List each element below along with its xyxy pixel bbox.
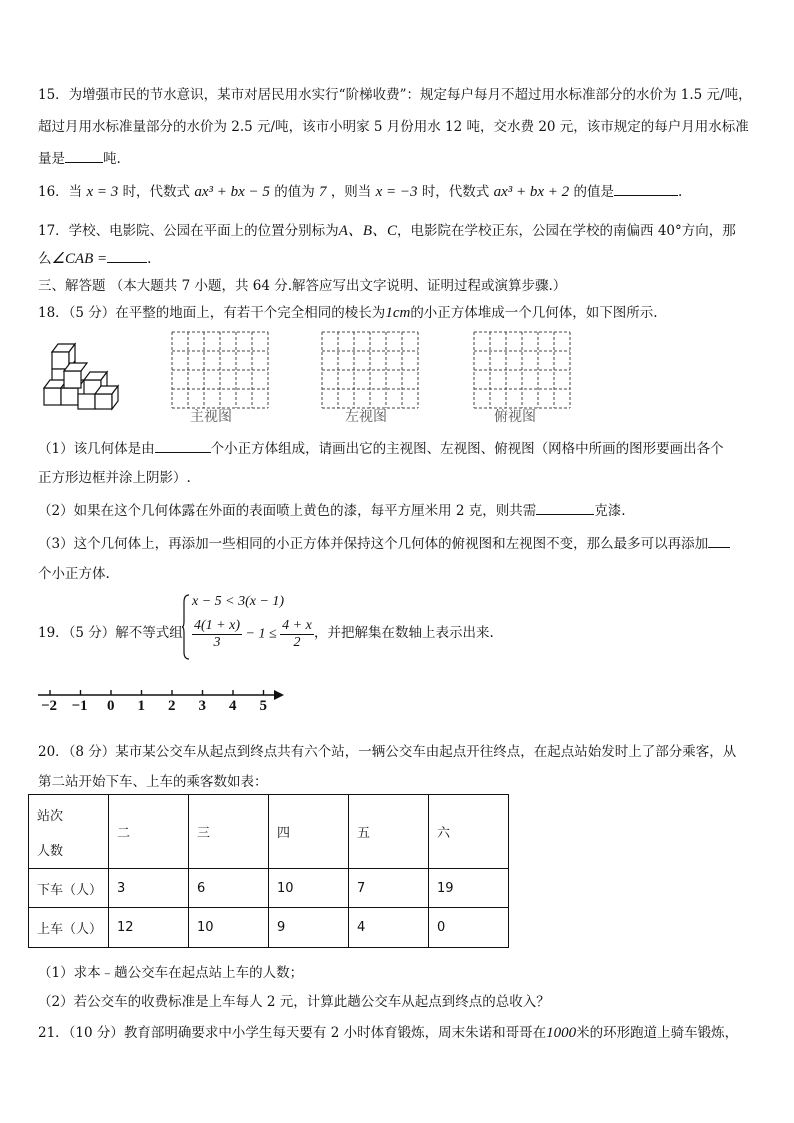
q19-lead: 19．（5 分）解不等式组 <box>38 625 183 641</box>
number-line-label: 5 <box>259 698 267 714</box>
table-station: 三 <box>189 795 269 869</box>
table-row-label: 下车（人） <box>29 869 109 908</box>
number-line-label: 3 <box>198 698 206 714</box>
q15-line-2: 超过月用水标准量部分的水价为 2.5 元/吨，该市小明家 5 月份用水 12 吨，交水费 20 元，该市规定的每户月用水标准 <box>38 119 749 135</box>
q19-frac-right-den: 2 <box>293 635 301 650</box>
q19-frac-left-num: 4(1 + x) <box>194 618 240 633</box>
q16-text-a: 16．当 <box>38 184 83 200</box>
q21-text-b: 米的环形跑道上骑车锻炼， <box>576 1025 739 1041</box>
top-view-label: 俯视图 <box>494 409 536 425</box>
q17-text-b: ，电影院在学校正东，公园在学校的南偏西 40°方向，那 <box>397 223 736 239</box>
q18-part1-text-b: 个小正方体组成，请画出它的主视图、左视图、俯视图（网格中所画的图形要画出各个 <box>210 441 724 457</box>
table-cell: 4 <box>349 908 429 948</box>
q19-ineq-1: x − 5 < 3(x − 1) <box>192 594 285 609</box>
q18-part3-blank[interactable] <box>708 533 730 548</box>
q15-text: 量是 <box>38 151 65 167</box>
q19-ineq-2 <box>192 618 314 651</box>
q20-line-1: 20．（8 分）某市某公交车从起点到终点共有六个站，一辆公交车由起点开往终点，在起点站始发时上了部分乘客，从 <box>38 744 737 760</box>
q18-part2-text-b: 克漆. <box>594 503 626 519</box>
q18-text-a: 18．（5 分）在平整的地面上，有若干个完全相同的棱长为 <box>38 305 386 321</box>
q16-math-x3: x = 3 <box>86 184 119 200</box>
table-cell: 19 <box>429 869 509 908</box>
left-view-grid[interactable] <box>321 331 419 410</box>
q16-text-c: 的值为 <box>274 184 315 200</box>
table-station: 六 <box>429 795 509 869</box>
q15-answer-blank[interactable] <box>65 148 103 163</box>
left-view-label: 左视图 <box>345 409 387 425</box>
table-cell: 0 <box>429 908 509 948</box>
q16-math-expr1: ax³ + bx − 5 <box>194 184 270 200</box>
number-line-label: 4 <box>229 698 237 714</box>
q17-math-angle: ∠CAB = <box>51 251 108 267</box>
table-station: 五 <box>349 795 429 869</box>
table-cell: 10 <box>269 869 349 908</box>
table-cell: 6 <box>189 869 269 908</box>
table-station: 二 <box>109 795 189 869</box>
q19-tail: ，并把解集在数轴上表示出来. <box>314 625 494 641</box>
table-cell: 7 <box>349 869 429 908</box>
q20-line-2: 第二站开始下车、上车的乘客数如表： <box>38 774 268 790</box>
q16-text-e: 时，代数式 <box>421 184 490 200</box>
q19-frac-right-num: 4 + x <box>282 618 312 633</box>
q16-text-d: ，则当 <box>330 184 372 200</box>
q15-line-3 <box>38 147 121 167</box>
q21-number: 1000 <box>546 1025 577 1041</box>
q17-text-d: . <box>147 251 152 267</box>
q16-math-expr2: ax³ + bx + 2 <box>493 184 570 200</box>
q19-ineq-mid: − 1 ≤ <box>245 626 277 642</box>
q17-text-a: 17．学校、电影院、公园在平面上的位置分别标为 <box>38 223 339 239</box>
q18-part3-text: （3）这个几何体上，再添加一些相同的小正方体并保持这个几何体的俯视图和左视图不变，那么最多可以再添加 <box>38 536 709 552</box>
q16-text-g: . <box>677 184 683 200</box>
q20-part1: （1）求本﹣趟公交车在起点站上车的人数； <box>38 965 304 981</box>
q16-text-f: 的值是 <box>573 184 614 200</box>
q16-answer-blank[interactable] <box>614 181 678 196</box>
q15-text-end: 吨. <box>103 151 121 167</box>
number-line-label: 0 <box>107 698 115 714</box>
q17-answer-blank[interactable] <box>107 248 147 263</box>
q15-line-1: 15．为增强市民的节水意识，某市对居民用水实行“阶梯收费”：规定每户每月不超过用水标准部分的水价为 1.5 元/吨， <box>38 87 752 103</box>
q17-line-2 <box>38 247 151 268</box>
top-view-grid[interactable] <box>473 331 571 410</box>
q17-text-c: 么 <box>38 251 52 267</box>
section-heading: 三、解答题 （本大题共 7 小题，共 64 分.解答应写出文字说明、证明过程或演算步骤.） <box>38 278 567 294</box>
table-row-label: 上车（人） <box>29 908 109 948</box>
bus-passenger-table <box>28 794 509 948</box>
q18-part3-line-2: 个小正方体. <box>38 566 110 582</box>
front-view-label: 主视图 <box>190 409 232 425</box>
cube-stack-figure <box>40 336 120 414</box>
q17-math-abc: A、B、C <box>338 223 398 239</box>
table-header-bottom: 人数 <box>37 843 64 859</box>
q18-part1-text: （1）该几何体是由 <box>38 441 155 457</box>
table-cell: 3 <box>109 869 189 908</box>
q20-part2: （2）若公交车的收费标准是上车每人 2 元，计算此趟公交车从起点到终点的总收入？ <box>38 994 550 1010</box>
q18-text-b: 的小正方体堆成一个几何体，如下图所示. <box>410 305 658 321</box>
table-row <box>29 869 509 908</box>
q18-part3-line-1 <box>38 532 730 552</box>
table-header-corner <box>29 795 109 869</box>
q16-math-xm3: x = −3 <box>375 184 418 200</box>
q17-line-1 <box>38 219 736 240</box>
q18-line-1 <box>38 301 658 322</box>
q16-line <box>38 180 682 201</box>
q18-part2-line <box>38 499 626 519</box>
q18-part1-line-1 <box>38 437 724 457</box>
q19-frac-left-den: 3 <box>213 635 221 650</box>
q18-part1-line-2: 正方形边框并涂上阴影）. <box>38 470 191 486</box>
q21-line-1 <box>38 1021 738 1042</box>
system-brace <box>182 594 190 660</box>
q21-text-a: 21．（10 分）教育部明确要求中小学生每天要有 2 小时体育锻炼，周末朱诺和哥哥在 <box>38 1025 547 1041</box>
table-cell: 9 <box>269 908 349 948</box>
table-header-top: 站次 <box>37 808 64 824</box>
q18-part2-blank[interactable] <box>536 500 594 515</box>
q18-part1-blank[interactable] <box>155 438 211 453</box>
q16-text-b: 时，代数式 <box>122 184 191 200</box>
table-cell: 12 <box>109 908 189 948</box>
q18-part2-text: （2）如果在这个几何体露在外面的表面喷上黄色的漆，每平方厘米用 2 克，则共需 <box>38 503 537 519</box>
number-line-label: −1 <box>71 698 88 714</box>
table-row <box>29 908 509 948</box>
q16-math-seven: 7 <box>319 184 327 200</box>
number-line-label: 1 <box>137 698 145 714</box>
table-cell: 10 <box>189 908 269 948</box>
q18-unit: 1cm <box>385 305 411 321</box>
number-line-label: 2 <box>168 698 176 714</box>
table-station: 四 <box>269 795 349 869</box>
number-line-label: −2 <box>41 698 58 714</box>
front-view-grid[interactable] <box>171 331 269 410</box>
